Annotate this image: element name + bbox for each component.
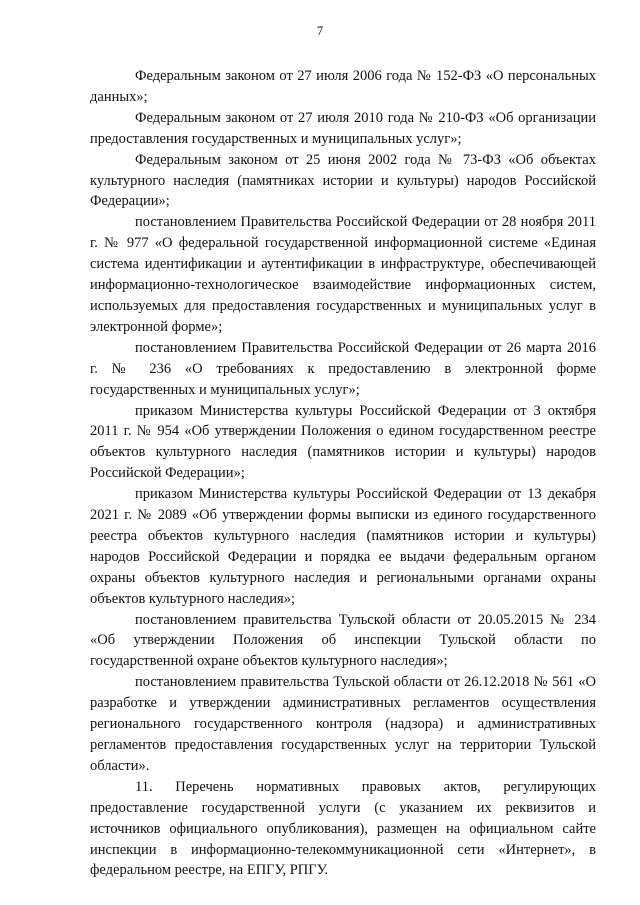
paragraph-tula-resolution-234: постановлением правительства Тульской области от 20.05.2015 № 234 «Об утверждении Положения об инспекции Тульской области по государственной охране объектов культурного наследия»; <box>90 611 596 670</box>
paragraph-resolution-977: постановлением Правительства Российской Федерации от 28 ноября 2011 г. № 977 «О федеральной государственной информационной системе «Единая система идентификации и аутентификации в инфраструктуре, обеспечивающей информационно-технологическое взаимодействие информационных систем, используемых для предоставления государственных и муниципальных услуг в электронной форме»; <box>90 214 596 335</box>
paragraph-law-210fz: Федеральным законом от 27 июля 2010 года № 210-ФЗ «Об организации предоставления государственных и муниципальных услуг»; <box>90 109 596 147</box>
page-number: 7 <box>316 24 324 38</box>
paragraph-order-954: приказом Министерства культуры Российской Федерации от 3 октября 2011 г. № 954 «Об утверждении Положения о едином государственном реестре объектов культурного наследия (памятников истории и культуры) народов Российской Федерации»; <box>90 402 596 482</box>
paragraph-tula-resolution-561: постановлением правительства Тульской области от 26.12.2018 № 561 «О разработке и утверждении административных регламентов осуществления регионального государственного контроля (надзора) и административных регламентов предоставления государственных услуг на территории Тульской области». <box>90 674 596 774</box>
paragraph-resolution-236: постановлением Правительства Российской Федерации от 26 марта 2016 г. № 236 «О требованиях к предоставлению в электронной форме государственных и муниципальных услуг»; <box>90 339 596 398</box>
document-body <box>90 66 596 881</box>
paragraph-law-73fz: Федеральным законом от 25 июня 2002 года № 73-ФЗ «Об объектах культурного наследия (памятниках истории и культуры) народов Российской Федерации»; <box>90 151 596 210</box>
paragraph-item-11: 11. Перечень нормативных правовых актов, регулирующих предоставление государственной услуги (с указанием их реквизитов и источников официального опубликования), размещен на официальном сайте инспекции в информационно-телекоммуникационной сети «Интернет», в федеральном реестре, на ЕПГУ, РПГУ. <box>90 778 596 879</box>
paragraph-law-152fz: Федеральным законом от 27 июля 2006 года № 152-ФЗ «О персональных данных»; <box>90 68 596 105</box>
paragraph-order-2089: приказом Министерства культуры Российской Федерации от 13 декабря 2021 г. № 2089 «Об утверждении формы выписки из единого государственного реестра объектов культурного наследия (памятников истории и культуры) народов Российской Федерации и порядка ее выдачи федеральным органом охраны объектов культурного наследия и региональными органами охраны объектов культурного наследия»; <box>90 486 596 607</box>
